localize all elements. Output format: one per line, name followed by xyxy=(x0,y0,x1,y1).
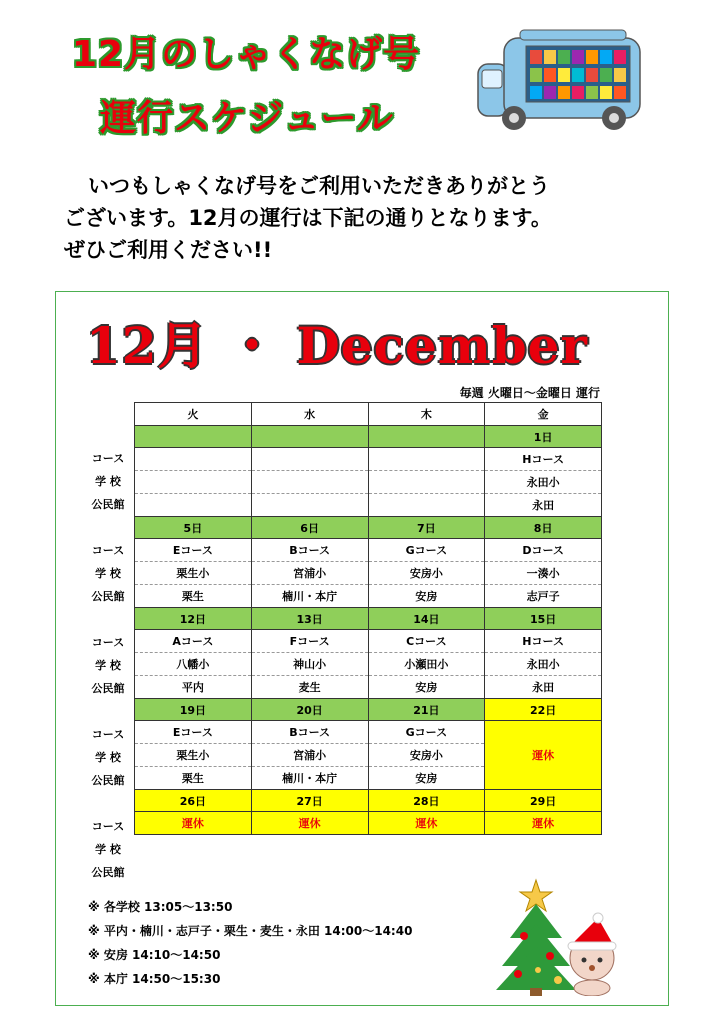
schedule-cell xyxy=(251,471,368,494)
closed-cell: 運休 xyxy=(251,812,368,835)
schedule-cell: 安房小 xyxy=(368,744,485,767)
date-cell: 27日 xyxy=(251,790,368,812)
schedule-cell: 栗生小 xyxy=(135,562,252,585)
date-cell: 1日 xyxy=(485,426,602,448)
schedule-cell: Cコース xyxy=(368,630,485,653)
closed-cell: 運休 xyxy=(368,812,485,835)
detail-row xyxy=(135,676,602,699)
date-cell: 19日 xyxy=(135,699,252,721)
schedule-cell: 小瀬田小 xyxy=(368,653,485,676)
date-cell xyxy=(135,426,252,448)
schedule-cell: Hコース xyxy=(485,630,602,653)
schedule-cell: 宮浦小 xyxy=(251,562,368,585)
row-label: 公民館 xyxy=(91,590,125,603)
intro-line-3: ぜひご利用ください!! xyxy=(64,238,273,262)
row-label: 公民館 xyxy=(91,498,125,511)
date-cell xyxy=(368,426,485,448)
row-label: コース xyxy=(91,728,125,741)
date-cell: 12日 xyxy=(135,608,252,630)
row-label: コース xyxy=(91,544,125,557)
detail-row xyxy=(135,494,602,517)
christmas-tree-icon xyxy=(488,876,620,996)
date-cell: 5日 xyxy=(135,517,252,539)
date-cell: 13日 xyxy=(251,608,368,630)
note-honcho: ※ 本庁 14:50～15:30 xyxy=(88,972,221,986)
day-header-2: 木 xyxy=(368,403,485,426)
row-label: 学 校 xyxy=(95,475,121,488)
schedule-cell: 志戸子 xyxy=(485,585,602,608)
date-row xyxy=(135,790,602,812)
row-label: 公民館 xyxy=(91,866,125,879)
day-header-1: 水 xyxy=(251,403,368,426)
date-cell: 6日 xyxy=(251,517,368,539)
time-notes xyxy=(88,895,412,991)
date-cell: 29日 xyxy=(485,790,602,812)
note-schools: ※ 各学校 13:05～13:50 xyxy=(88,900,233,914)
schedule-cell: 栗生小 xyxy=(135,744,252,767)
schedule-cell: 安房 xyxy=(368,676,485,699)
intro-line-1: いつもしゃくなげ号をご利用いただきありがとう xyxy=(88,174,550,198)
date-row xyxy=(135,426,602,448)
closed-cell: 運休 xyxy=(485,812,602,835)
detail-row xyxy=(135,539,602,562)
schedule-cell: 永田 xyxy=(485,494,602,517)
schedule-cell: Gコース xyxy=(368,539,485,562)
row-label: 学 校 xyxy=(95,751,121,764)
row-labels xyxy=(84,631,132,700)
schedule-cell: 楠川・本庁 xyxy=(251,767,368,790)
closed-cell: 運休 xyxy=(135,812,252,835)
row-labels xyxy=(84,539,132,608)
day-header-3: 金 xyxy=(485,403,602,426)
title-line-2: 運行スケジュール xyxy=(100,98,394,139)
row-label: 学 校 xyxy=(95,567,121,580)
date-cell: 7日 xyxy=(368,517,485,539)
day-header-0: 火 xyxy=(135,403,252,426)
schedule-cell: 永田 xyxy=(485,676,602,699)
row-label: 公民館 xyxy=(91,774,125,787)
schedule-cell xyxy=(251,448,368,471)
schedule-cell: 永田小 xyxy=(485,653,602,676)
row-labels xyxy=(84,815,132,884)
detail-row xyxy=(135,471,602,494)
schedule-cell: Eコース xyxy=(135,721,252,744)
row-labels xyxy=(84,723,132,792)
schedule-cell: Dコース xyxy=(485,539,602,562)
schedule-cell: Eコース xyxy=(135,539,252,562)
schedule-cell: Bコース xyxy=(251,721,368,744)
date-cell: 20日 xyxy=(251,699,368,721)
date-cell: 26日 xyxy=(135,790,252,812)
schedule-cell: 宮浦小 xyxy=(251,744,368,767)
schedule-cell: 安房 xyxy=(368,767,485,790)
schedule-cell xyxy=(368,494,485,517)
schedule-cell: 平内 xyxy=(135,676,252,699)
row-label: 学 校 xyxy=(95,659,121,672)
schedule-cell xyxy=(368,471,485,494)
schedule-cell: 栗生 xyxy=(135,585,252,608)
date-cell: 28日 xyxy=(368,790,485,812)
schedule-cell: 楠川・本庁 xyxy=(251,585,368,608)
schedule-cell: Bコース xyxy=(251,539,368,562)
schedule-cell: Aコース xyxy=(135,630,252,653)
schedule-cell: 永田小 xyxy=(485,471,602,494)
detail-row xyxy=(135,630,602,653)
closed-cell: 運休 xyxy=(485,721,602,790)
mobile-library-bus-icon xyxy=(474,28,642,134)
schedule-cell: Fコース xyxy=(251,630,368,653)
day-header-row xyxy=(135,403,602,426)
schedule-cell: 神山小 xyxy=(251,653,368,676)
row-label: コース xyxy=(91,636,125,649)
date-row xyxy=(135,699,602,721)
date-row xyxy=(135,608,602,630)
note-community-halls: ※ 平内・楠川・志戸子・栗生・麦生・永田 14:00～14:40 xyxy=(88,924,413,938)
schedule-cell: 栗生 xyxy=(135,767,252,790)
schedule-cell: Gコース xyxy=(368,721,485,744)
detail-row xyxy=(135,562,602,585)
detail-row xyxy=(135,721,602,744)
row-label: 学 校 xyxy=(95,843,121,856)
schedule-cell: 一湊小 xyxy=(485,562,602,585)
date-cell: 22日 xyxy=(485,699,602,721)
date-cell: 21日 xyxy=(368,699,485,721)
detail-row xyxy=(135,653,602,676)
schedule-cell xyxy=(135,494,252,517)
title-line-1: 12月のしゃくなげ号 xyxy=(72,34,421,75)
row-label: コース xyxy=(91,452,125,465)
schedule-cell: Hコース xyxy=(485,448,602,471)
schedule-cell: 八幡小 xyxy=(135,653,252,676)
note-anbo: ※ 安房 14:10～14:50 xyxy=(88,948,221,962)
schedule-cell: 麦生 xyxy=(251,676,368,699)
row-label: 公民館 xyxy=(91,682,125,695)
detail-row xyxy=(135,448,602,471)
schedule-cell xyxy=(135,471,252,494)
row-label: コース xyxy=(91,820,125,833)
row-labels xyxy=(84,447,132,516)
schedule-cell: 安房小 xyxy=(368,562,485,585)
schedule-table xyxy=(134,402,602,835)
schedule-cell: 安房 xyxy=(368,585,485,608)
detail-row xyxy=(135,585,602,608)
date-cell: 15日 xyxy=(485,608,602,630)
intro-line-2: ございます。12月の運行は下記の通りとなります。 xyxy=(64,206,552,230)
date-cell xyxy=(251,426,368,448)
intro-text xyxy=(64,170,664,266)
date-cell: 8日 xyxy=(485,517,602,539)
date-cell: 14日 xyxy=(368,608,485,630)
date-row xyxy=(135,517,602,539)
schedule-cell xyxy=(251,494,368,517)
santa-bear-icon xyxy=(568,913,616,996)
schedule-cell xyxy=(135,448,252,471)
schedule-cell xyxy=(368,448,485,471)
month-title: 12月 ・ December xyxy=(86,316,588,375)
operation-days-note: 毎週 火曜日～金曜日 運行 xyxy=(459,386,600,400)
